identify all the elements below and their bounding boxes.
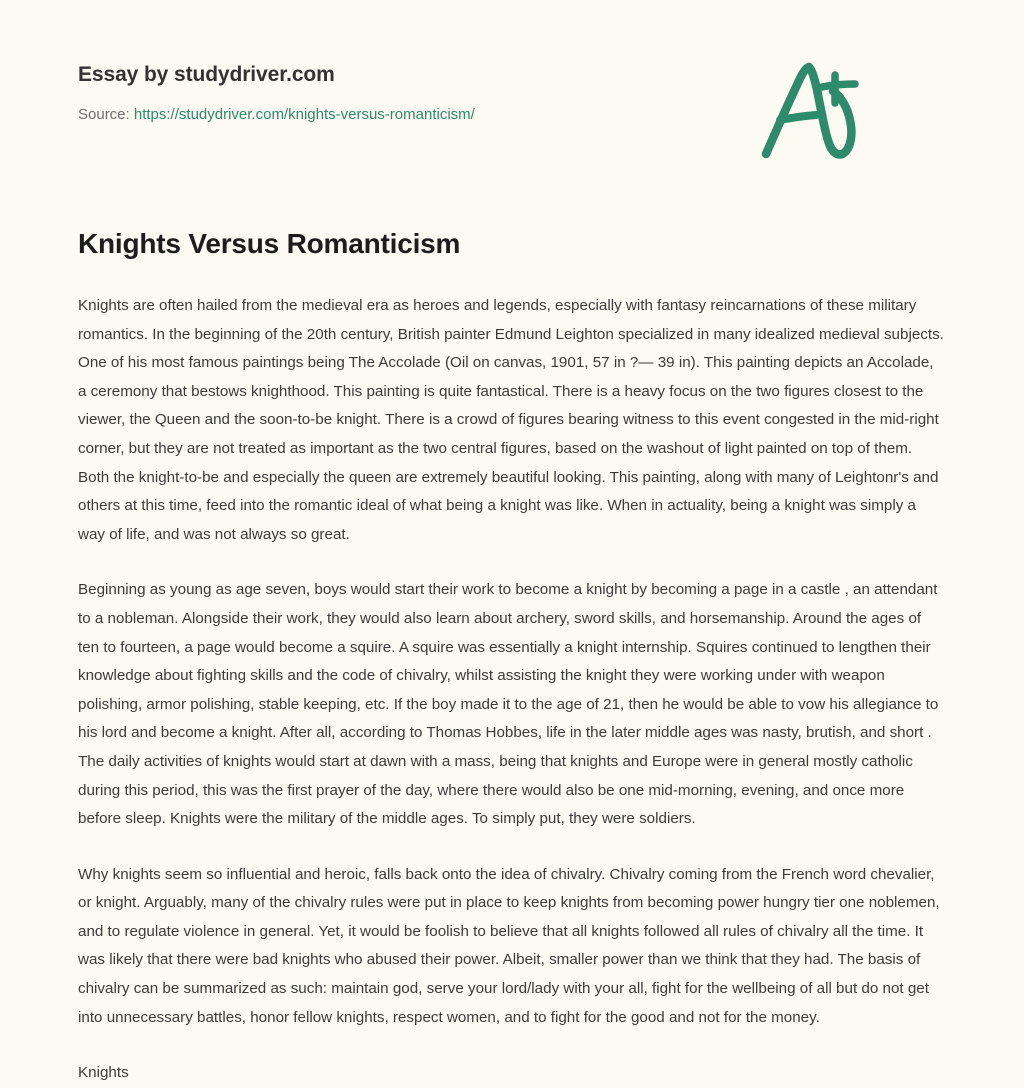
page-title: Knights Versus Romanticism [78,228,461,259]
paragraph: Why knights seem so influential and heroic, falls back onto the idea of chivalry. Chivalry coming from the French word chevalier, or knight. Arguably, many of the chivalry rules were put in place to keep knights from becoming power hungry tier one noblemen, and to regulate violence in general. Yet, it would be foolish to believe that all knights followed all rules of chivalry all the time. It was likely that there were bad knights who abused their power. Albeit, smaller power than we think that they had. The basis of chivalry can be summarized as such: maintain god, serve your lord/lady with your all, fight for the wellbeing of all but do not get into unnecessary battles, honor fellow knights, respect women, and to fight for the good and not for the money. [78,865,940,1026]
document-header [78,0,946,124]
paragraph: Beginning as young as age seven, boys would start their work to become a knight by becoming a page in a castle , an attendant to a nobleman. Alongside their work, they would also learn about archery, sword skills, and horsemanship. Around the ages of ten to fourteen, a page would become a squire. A squire was essentially a knight internship. Squires continued to lengthen their knowledge about fighting skills and the code of chivalry, whilst assisting the knight they were working under with weapon polishing, armor polishing, stable keeping, etc. If the boy made it to the age of 21, then he would be able to vow his allegiance to his lord and become a knight. After all, according to Thomas Hobbes, life in the later middle ages was nasty, brutish, and short . The daily activities of knights would start at dawn with a mass, being that knights and Europe were in general mostly catholic during this period, this was the first prayer of the day, where there would also be one mid-morning, evening, and once more before sleep. Knights were the military of the middle ages. To simply put, they were soldiers. [78,581,939,828]
source-label: Source: [78,106,130,124]
article-body [78,292,946,1088]
brand-title: Essay by studydriver.com [78,63,335,86]
source-url-link[interactable]: https://studydriver.com/knights-versus-romanticism/ [133,106,475,124]
article [78,118,946,1088]
paragraph: Knights are often hailed from the medieval era as heroes and legends, especially with fantasy reincarnations of these military romantics. In the beginning of the 20th century, British painter Edmund Leighton specialized in many idealized medieval subjects. One of his most famous paintings being The Accolade (Oil on canvas, 1901, 57 in ?— 39 in). This painting depicts an Accolade, a ceremony that bestows knighthood. This painting is quite fantastical. There is a heavy focus on the two figures closest to the viewer, the Queen and the soon-to-be knight. There is a crowd of figures bearing witness to this event congested in the mid-right corner, but they are not treated as important as the two central figures, based on the washout of light painted on top of them. Both the knight-to-be and especially the queen are extremely beautiful looking. This painting, along with many of Leightonr's and others at this time, feed into the romantic ideal of what being a knight was like. When in actuality, being a knight was simply a way of life, and was not always so great. [78,297,944,543]
paragraph: Knights [78,1064,129,1082]
studydriver-a-plus-logo [756,58,868,162]
